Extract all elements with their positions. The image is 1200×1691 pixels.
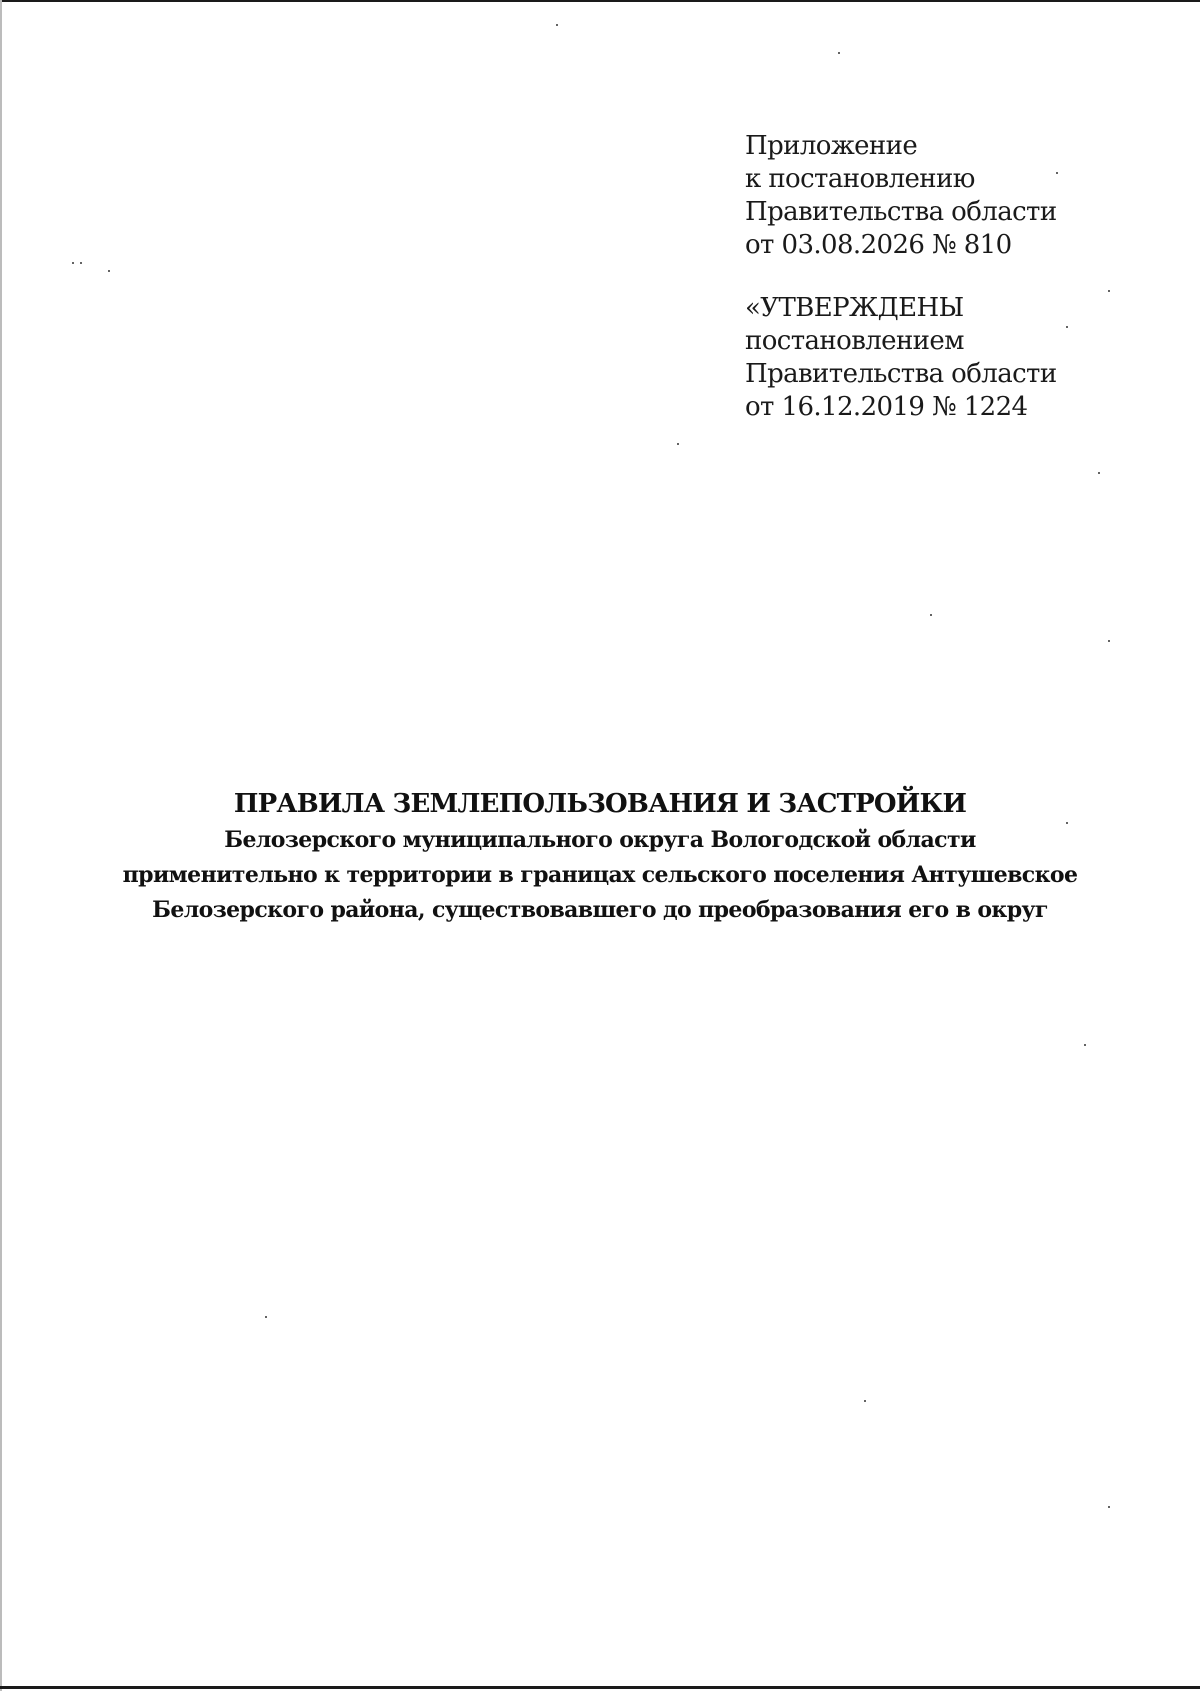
subtitle-line: Белозерского района, существовавшего до преобразования его в округ [152, 897, 1048, 923]
scan-speck [864, 1400, 866, 1402]
appendix-label: Приложение [745, 131, 918, 161]
approval-notice [745, 292, 1075, 424]
approval-label: «УТВЕРЖДЕНЫ [745, 293, 964, 323]
scan-speck [80, 262, 82, 264]
scan-speck [265, 1316, 267, 1318]
scan-speck [556, 24, 558, 26]
scan-speck [1098, 472, 1100, 474]
approval-block [745, 130, 1075, 424]
subtitle-line: применительно к территории в границах сельского поселения Антушевское [122, 862, 1078, 888]
document-subtitle [0, 823, 1200, 928]
scan-speck [1084, 1044, 1086, 1046]
scan-speck [1108, 640, 1110, 642]
approval-date-number: от 16.12.2019 № 1224 [745, 392, 1028, 422]
scan-speck [72, 262, 74, 264]
appendix-date-number: от 03.08.2026 № 810 [745, 230, 1012, 260]
scan-speck [108, 270, 110, 272]
appendix-notice [745, 130, 1075, 262]
scan-speck [930, 614, 932, 616]
scan-edge-top [0, 0, 1200, 6]
appendix-issuer: Правительства области [745, 197, 1057, 227]
document-title: ПРАВИЛА ЗЕМЛЕПОЛЬЗОВАНИЯ И ЗАСТРОЙКИ [233, 789, 967, 819]
approval-issuer: Правительства области [745, 359, 1057, 389]
scan-edge-bottom [0, 1684, 1200, 1691]
appendix-to-resolution: к постановлению [745, 164, 975, 194]
scan-speck [1108, 1506, 1110, 1508]
subtitle-line: Белозерского муниципального округа Вологодской области [224, 827, 976, 853]
scan-speck [838, 52, 840, 54]
title-block [0, 785, 1200, 928]
approval-by-resolution: постановлением [745, 326, 964, 356]
scan-speck [1108, 290, 1110, 292]
scan-speck [677, 443, 679, 445]
